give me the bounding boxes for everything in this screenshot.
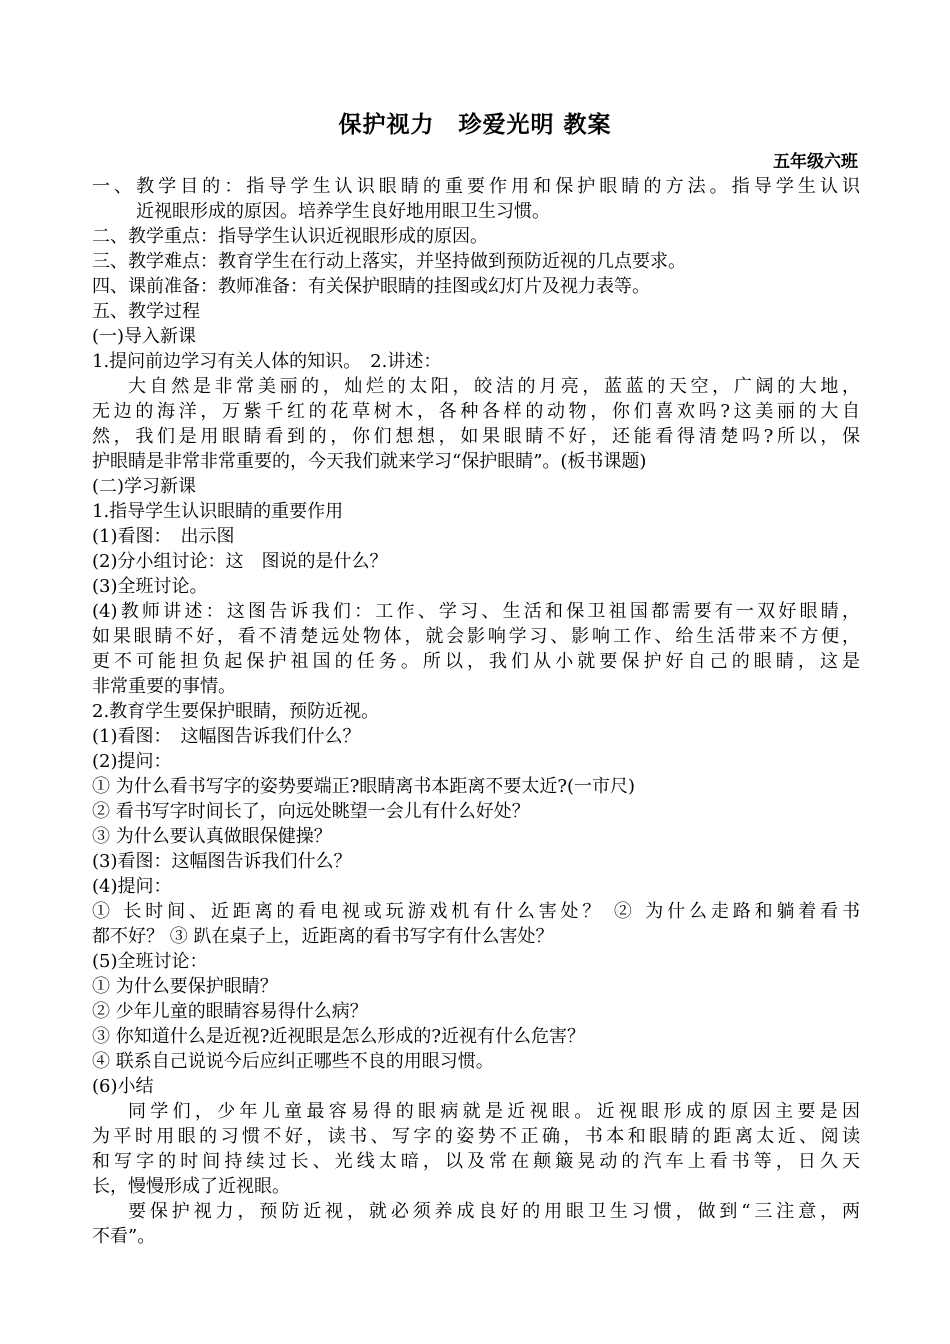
text-line: 更不可能担负起保护祖国的任务。所以，我们从小就要保护好自己的眼睛，这是: [92, 651, 860, 672]
text-line: 护眼睛是非常非常重要的，今天我们就来学习“保护眼睛”。(板书课题): [92, 451, 647, 472]
text-line: (一)导入新课: [92, 326, 197, 347]
text-line: 五、教学过程: [92, 301, 200, 322]
text-line: 近视眼形成的原因。培养学生良好地用眼卫生习惯。: [136, 201, 550, 222]
text-line: ② 少年儿童的眼睛容易得什么病？: [92, 1001, 368, 1022]
text-line: 一、教学目的：指导学生认识眼睛的重要作用和保护眼睛的方法。指导学生认识: [92, 176, 860, 197]
text-line: (6)小结: [92, 1076, 154, 1097]
text-line: (3)看图：这幅图告诉我们什么？: [92, 851, 352, 872]
text-line: 要保护视力，预防近视，就必须养成良好的用眼卫生习惯，做到“三注意，两: [128, 1201, 860, 1222]
text-line: (2)提问：: [92, 751, 172, 772]
text-line: 为平时用眼的习惯不好，读书、写字的姿势不正确，书本和眼睛的距离太近、阅读: [92, 1126, 860, 1147]
document-title: 保护视力 珍爱光明 教案: [338, 112, 612, 138]
text-line: 1.提问前边学习有关人体的知识。 2.讲述：: [92, 351, 442, 372]
text-line: (二)学习新课: [92, 476, 197, 497]
text-line: (4)教师讲述：这图告诉我们：工作、学习、生活和保卫祖国都需要有一双好眼睛，: [92, 601, 860, 622]
text-line: 都不好？ ③ 趴在桌子上，近距离的看书写字有什么害处？: [92, 926, 554, 947]
text-line: (2)分小组讨论：这 图说的是什么？: [92, 551, 388, 572]
text-line: 无边的海洋，万紫千红的花草树木，各种各样的动物，你们喜欢吗?这美丽的大自: [92, 401, 860, 422]
text-line: 2.教育学生要保护眼睛，预防近视。: [92, 701, 380, 722]
text-line: ④ 联系自己说说今后应纠正哪些不良的用眼习惯。: [92, 1051, 494, 1072]
text-line: (1)看图： 出示图: [92, 526, 235, 547]
text-line: 1.指导学生认识眼睛的重要作用: [92, 501, 344, 522]
text-line: 然，我们是用眼睛看到的，你们想想，如果眼睛不好，还能看得清楚吗?所以，保: [92, 426, 860, 447]
text-line: (4)提问：: [92, 876, 172, 897]
text-line: 非常重要的事情。: [92, 676, 236, 697]
text-line: 同学们，少年儿童最容易得的眼病就是近视眼。近视眼形成的原因主要是因: [128, 1101, 860, 1122]
text-line: (5)全班讨论：: [92, 951, 208, 972]
text-line: ② 看书写字时间长了，向远处眺望一会儿有什么好处？: [92, 801, 530, 822]
text-line: 不看”。: [92, 1226, 156, 1247]
text-line: ③ 你知道什么是近视?近视眼是怎么形成的?近视有什么危害？: [92, 1026, 586, 1047]
text-line: ① 为什么要保护眼睛？: [92, 976, 278, 997]
text-line: ③ 为什么要认真做眼保健操？: [92, 826, 332, 847]
text-line: ① 长时间、近距离的看电视或玩游戏机有什么害处？ ② 为什么走路和躺着看书: [92, 901, 860, 922]
text-line: 和写字的时间持续过长、光线太暗，以及常在颠簸晃动的汽车上看书等，日久天: [92, 1151, 860, 1172]
text-line: ① 为什么看书写字的姿势要端正?眼睛离书本距离不要太近?(一市尺): [92, 776, 636, 797]
class-label: 五年级六班: [773, 152, 858, 172]
text-line: 二、教学重点：指导学生认识近视眼形成的原因。: [92, 226, 488, 247]
document-body: [92, 174, 860, 1249]
text-line: (3)全班讨论。: [92, 576, 208, 597]
text-line: 如果眼睛不好，看不清楚远处物体，就会影响学习、影响工作、给生活带来不方便，: [92, 626, 860, 647]
text-line: 大自然是非常美丽的，灿烂的太阳，皎洁的月亮，蓝蓝的天空，广阔的大地，: [128, 376, 860, 397]
text-line: 四、课前准备：教师准备：有关保护眼睛的挂图或幻灯片及视力表等。: [92, 276, 650, 297]
text-line: (1)看图： 这幅图告诉我们什么？: [92, 726, 361, 747]
text-line: 长，慢慢形成了近视眼。: [92, 1176, 290, 1197]
text-line: 三、教学难点：教育学生在行动上落实，并坚持做到预防近视的几点要求。: [92, 251, 686, 272]
